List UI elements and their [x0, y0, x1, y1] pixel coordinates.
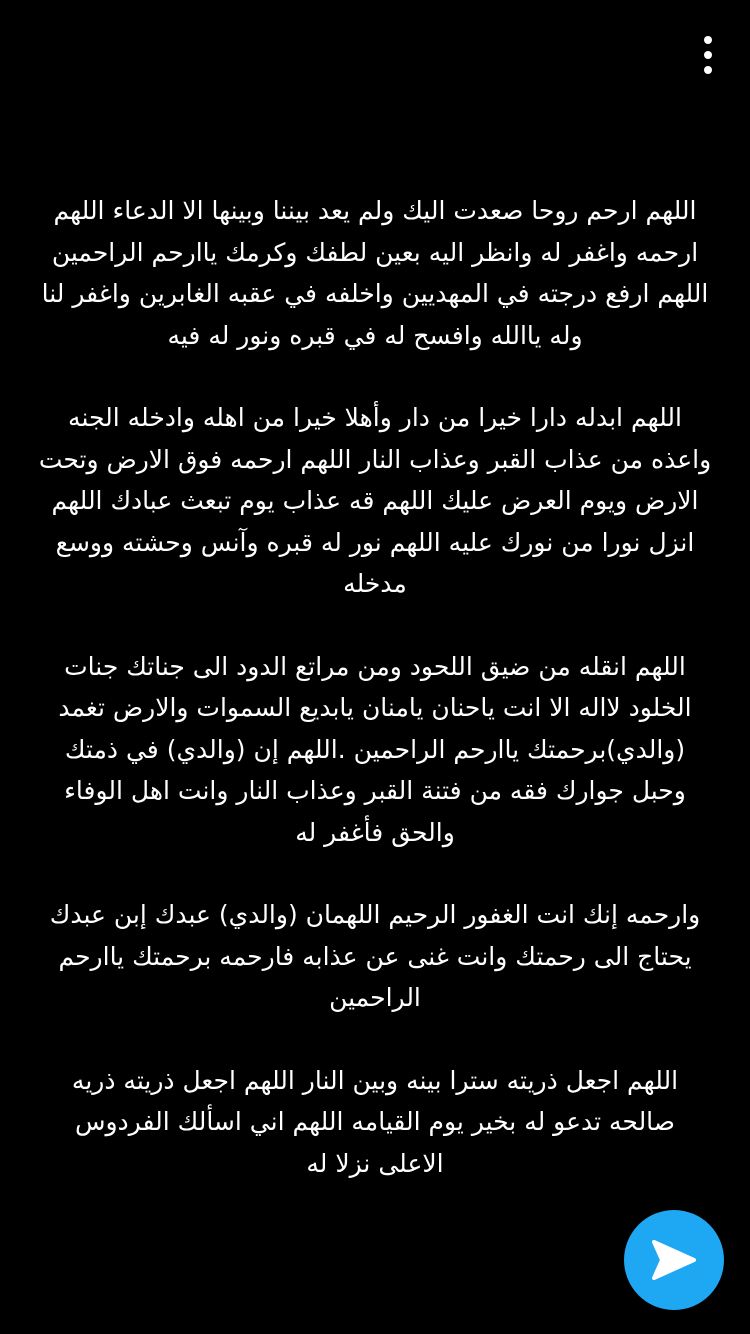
- caption-line: الراحمين: [329, 983, 421, 1012]
- caption-line: واعذه من عذاب القبر وعذاب النار اللهم ارحمه فوق الارض وتحت: [38, 444, 712, 474]
- caption-line: وله ياالله وافسح له في قبره ونور له فيه: [167, 320, 583, 350]
- caption-line: انزل نورا من نورك عليه اللهم نور له قبره وآنس وحشته ووسع: [55, 527, 695, 557]
- caption-text: [0, 190, 750, 1225]
- caption-line: اللهم ارحم روحا صعدت اليك ولم يعد بيننا وبينها الا الدعاء اللهم: [53, 196, 697, 225]
- caption-line: اللهم اجعل ذريته سترا بينه وبين النار اللهم اجعل ذريته ذريه: [71, 1065, 679, 1095]
- caption-line: صالحه تدعو له بخير يوم القيامه اللهم اني اسألك الفردوس: [74, 1107, 676, 1136]
- caption-line: الاعلى نزلا له: [306, 1148, 444, 1178]
- more-vertical-icon-dot: [704, 51, 712, 59]
- caption-line: اللهم ارفع درجته في المهديين واخلفه في عقبه الغابرين واغفر لنا: [41, 279, 709, 308]
- caption-paragraph-5: [0, 1060, 750, 1185]
- more-vertical-icon-dot: [704, 66, 712, 74]
- caption-paragraph-1: [0, 190, 750, 356]
- caption-line: والحق فأغفر له: [295, 817, 455, 847]
- caption-line: الخلود لااله الا انت ياحنان يامنان يابديع السموات والارض تغمد: [58, 693, 692, 722]
- caption-line: مدخله: [343, 569, 407, 598]
- caption-line: يحتاج الى رحمتك وانت غنى عن عذابه فارحمه برحمتك ياارحم: [58, 941, 692, 971]
- caption-line: (والدي)برحمتك ياارحم الراحمين .اللهم إن (والدي) في ذمتك: [64, 734, 686, 764]
- caption-line: اللهم انقله من ضيق اللحود ومن مراتع الدود الى جناتك جنات: [64, 651, 686, 681]
- caption-paragraph-2: [0, 397, 750, 605]
- send-arrow-icon: [650, 1238, 698, 1282]
- caption-line: وحبل جوارك فقه من فتنة القبر وعذاب النار وانت اهل الوفاء: [64, 776, 686, 805]
- more-vertical-icon: [704, 36, 712, 44]
- caption-line: وارحمه إنك انت الغفور الرحيم اللهمان (والدي) عبدك إبن عبدك: [49, 900, 701, 929]
- caption-paragraph-3: [0, 646, 750, 854]
- caption-line: اللهم ابدله دارا خيرا من دار وأهلا خيرا من اهله وادخله الجنه: [68, 403, 682, 432]
- send-button[interactable]: [624, 1210, 724, 1310]
- caption-line: الارض ويوم العرض عليك اللهم قه عذاب يوم تبعث عبادك اللهم: [51, 486, 699, 515]
- more-options-button[interactable]: [686, 30, 730, 80]
- caption-paragraph-4: [0, 894, 750, 1019]
- caption-line: ارحمه واغفر له وانظر اليه بعين لطفك وكرمك ياارحم الراحمين: [51, 237, 699, 267]
